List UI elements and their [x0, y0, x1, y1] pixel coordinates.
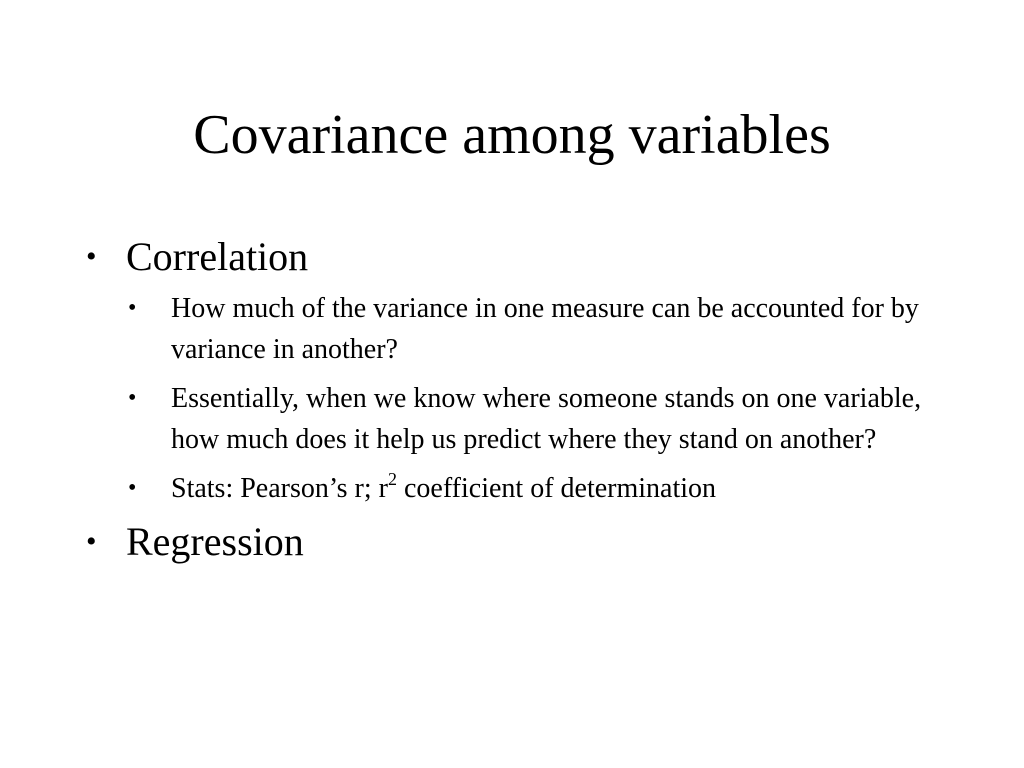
slide-title: Covariance among variables: [193, 104, 831, 166]
sub-bullet-glyph: •: [128, 295, 137, 321]
sub-bullet-glyph: •: [128, 475, 137, 501]
stats-suffix: coefficient of determination: [397, 473, 717, 504]
stats-prefix: Stats: Pearson’s r; r: [171, 473, 388, 504]
bullet-item-regression: [86, 517, 946, 567]
stats-text: [171, 469, 717, 504]
sub-bullet-item-stats: [86, 468, 946, 509]
stats-superscript: 2: [388, 469, 397, 489]
bullet-list: [86, 232, 946, 567]
bullet-item-correlation: [86, 232, 946, 282]
bullet-glyph: •: [86, 525, 97, 558]
bullet-label: Regression: [126, 519, 304, 564]
sub-bullet-text: Essentially, when we know where someone stands on one variable, how much does it help us predict where they stand on another?: [171, 383, 922, 455]
sub-bullet-item: [86, 378, 946, 460]
sub-bullet-item: [86, 288, 946, 370]
sub-bullet-text: How much of the variance in one measure can be accounted for by variance in another?: [171, 293, 919, 365]
sub-bullet-glyph: •: [128, 385, 137, 411]
bullet-glyph: •: [86, 240, 97, 273]
bullet-label: Correlation: [126, 234, 309, 279]
correlation-sublist: [86, 288, 946, 509]
